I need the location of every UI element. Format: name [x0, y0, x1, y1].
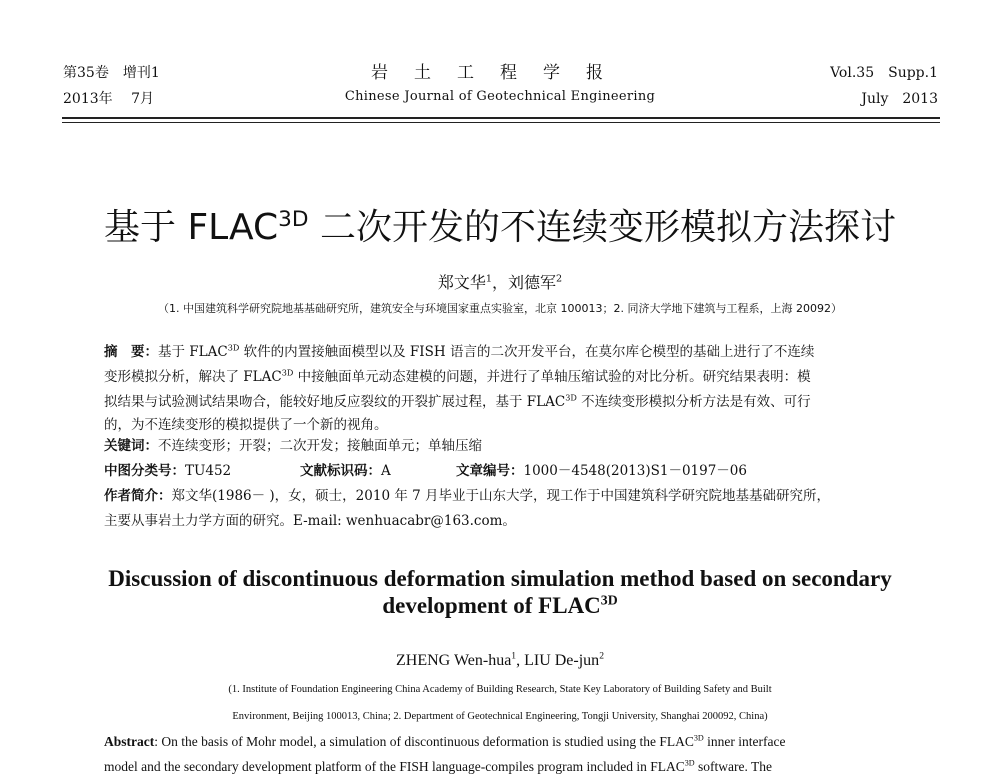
abstract-cn-line2: [104, 365, 811, 390]
clc-number: [104, 459, 231, 484]
author1-cn-sup: 1: [485, 273, 492, 285]
volume-en: Vol.35 Supp.1: [830, 65, 938, 81]
article-number: [456, 459, 747, 484]
affiliation-en-line2: Environment, Beijing 100013, China; 2. Department of Geotechnical Engineering, Tongji University, Shanghai 200092, China): [232, 711, 768, 722]
abstract-en-l1a: : On the basis of Mohr model, a simulation of discontinuous deformation is studied using the FLAC: [154, 734, 694, 749]
abstract-en-l2b: software. The: [694, 759, 772, 774]
author1-en-sup: 1: [511, 650, 517, 662]
abstract-cn-label: 摘 要：: [104, 344, 158, 360]
abstract-cn-l4a: 的，为不连续变形的模拟提供了一个新的视角。: [104, 417, 388, 433]
abstract-en-label: Abstract: [104, 734, 155, 749]
abstract-en-line1: [104, 734, 785, 750]
header-rule-thick: [62, 117, 940, 119]
title-cn-sup: 3D: [278, 207, 309, 232]
abstract-cn-l1b: 软件的内置接触面模型以及 FISH 语言的二次开发平台，在莫尔库仑模型的基础上进行了不连续: [239, 344, 815, 360]
affiliation-en-line1: (1. Institute of Foundation Engineering China Academy of Building Research, State Key Laboratory of Building Safety and Built: [228, 684, 772, 695]
doc-value: A: [381, 463, 391, 479]
abstract-cn-l3b: 不连续变形模拟分析方法是有效、可行: [576, 394, 811, 410]
abstract-en-l1b: inner interface: [703, 734, 786, 749]
clc-value: TU452: [185, 463, 232, 479]
abstract-cn-l3sup: 3D: [565, 392, 577, 403]
authors-en-sep: ,: [516, 652, 525, 669]
authors-cn: [0, 270, 1000, 293]
abstract-cn-l2b: 中接触面单元动态建模的问题，并进行了单轴压缩试验的对比分析。研究结果表明：模: [293, 369, 811, 385]
author2-en: LIU De-jun: [524, 652, 600, 669]
doc-code: [300, 459, 391, 484]
art-label: 文章编号：: [456, 463, 524, 479]
abstract-en-l2sup: 3D: [684, 758, 695, 768]
authors-en: [0, 652, 1000, 670]
journal-title-cn: 岩土工程学报: [371, 63, 629, 83]
abstract-cn-l2a: 变形模拟分析，解决了 FLAC: [104, 369, 282, 385]
doc-label: 文献标识码：: [300, 463, 381, 479]
abstract-cn-line1: [104, 340, 814, 365]
abstract-cn-l1sup: 3D: [227, 342, 240, 353]
keywords-cn-label: 关键词：: [104, 438, 158, 454]
authors-cn-sep: ，: [491, 273, 508, 292]
date-en: July 2013: [861, 91, 938, 107]
title-en-l2-pre: development of FLAC: [382, 593, 601, 618]
author1-cn: 郑文华: [437, 273, 486, 292]
abstract-cn-l1a: 基于 FLAC: [158, 344, 228, 360]
author2-cn: 刘德军: [508, 273, 557, 292]
keywords-cn-text: 不连续变形；开裂；二次开发；接触面单元；单轴压缩: [158, 438, 482, 454]
abstract-en-l2a: model and the secondary development platform of the FISH language-compiles program included in FLAC: [104, 759, 685, 774]
affiliation-cn: （1. 中国建筑科学研究院地基基础研究所，建筑安全与环境国家重点实验室，北京 100013；2. 同济大学地下建筑与工程系，上海 20092）: [158, 302, 842, 315]
volume-cn: 第35卷 增刊1: [63, 65, 160, 81]
clc-label: 中图分类号：: [104, 463, 185, 479]
author-intro-text1: 郑文华(1986－ )，女，硕士，2010 年 7 月毕业于山东大学，现工作于中国建筑科学研究院地基基础研究所，: [171, 488, 830, 504]
author-intro-line1: [104, 484, 830, 509]
abstract-cn-line3: [104, 390, 811, 415]
abstract-cn-l2sup: 3D: [281, 367, 294, 378]
title-en-l2-sup: 3D: [600, 592, 618, 608]
date-cn: 2013年 7月: [63, 91, 154, 107]
abstract-cn-l3a: 拟结果与试验测试结果吻合，能较好地反应裂纹的开裂扩展过程，基于 FLAC: [104, 394, 566, 410]
author-intro-label: 作者简介：: [104, 488, 172, 504]
paper-title-en-line1: Discussion of discontinuous deformation simulation method based on secondary: [108, 566, 892, 591]
art-value: 1000－4548(2013)S1－0197－06: [523, 463, 747, 479]
author1-en: ZHENG Wen-hua: [396, 652, 512, 669]
journal-title-en: Chinese Journal of Geotechnical Engineering: [344, 89, 656, 104]
author2-en-sup: 2: [599, 650, 604, 662]
header-rule-thin: [62, 122, 940, 123]
paper-title-en-line2: [0, 593, 1000, 619]
author-intro-line2: 主要从事岩土力学方面的研究。E-mail: wenhuacabr@163.com。: [104, 513, 516, 529]
paper-title-cn: [0, 199, 1000, 250]
abstract-en-l1sup: 3D: [693, 733, 704, 743]
title-cn-post: 二次开发的不连续变形模拟方法探讨: [308, 207, 896, 248]
keywords-cn: [104, 434, 482, 459]
author2-cn-sup: 2: [556, 273, 563, 285]
abstract-en-line2: [104, 759, 772, 775]
title-cn-pre: 基于 FLAC: [104, 207, 279, 248]
